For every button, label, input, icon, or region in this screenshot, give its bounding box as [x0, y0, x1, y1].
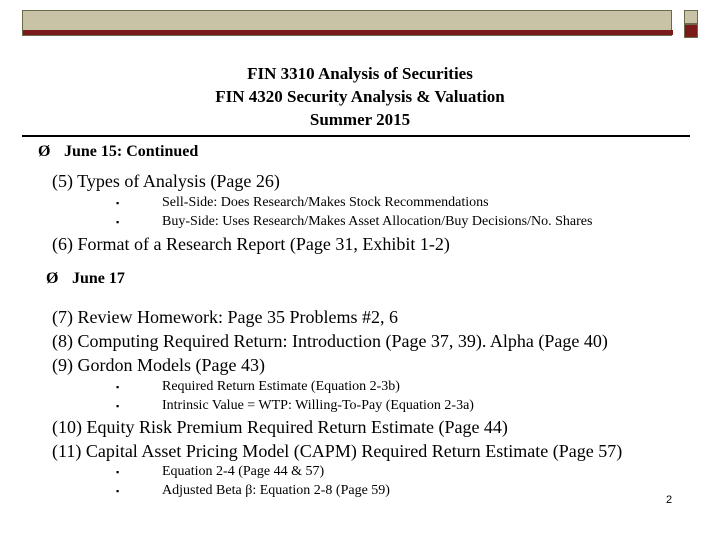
- header-bar: [22, 10, 672, 36]
- item-10: (10) Equity Risk Premium Required Return Estimate (Page 44): [52, 417, 508, 437]
- bullet-icon: ▪: [116, 217, 120, 227]
- page-number: 2: [666, 494, 673, 506]
- bullet-icon: ▪: [116, 486, 120, 496]
- header-square-top: [684, 10, 698, 24]
- bullet-icon: ▪: [116, 382, 120, 392]
- item-5b: Buy-Side: Uses Research/Makes Asset Allocation/Buy Decisions/No. Shares: [162, 214, 593, 229]
- term-title: Summer 2015: [309, 110, 411, 129]
- header-bar-accent: [23, 30, 673, 35]
- item-8: (8) Computing Required Return: Introduction (Page 37, 39). Alpha (Page 40): [52, 331, 608, 351]
- item-7: (7) Review Homework: Page 35 Problems #2, 6: [52, 307, 398, 327]
- bullet-icon: ▪: [116, 401, 120, 411]
- item-9a: Required Return Estimate (Equation 2-3b): [162, 379, 400, 394]
- course-title-2: FIN 4320 Security Analysis & Valuation: [215, 87, 505, 106]
- item-11b: Adjusted Beta β: Equation 2-8 (Page 59): [162, 483, 390, 498]
- title-divider: [22, 135, 690, 137]
- arrow-icon: Ø: [38, 143, 51, 160]
- bullet-icon: ▪: [116, 198, 120, 208]
- arrow-icon: Ø: [46, 270, 59, 287]
- item-5: (5) Types of Analysis (Page 26): [52, 171, 280, 191]
- bullet-icon: ▪: [116, 467, 120, 477]
- section-june-17: Ø June 17: [46, 270, 125, 287]
- header-decoration-bar: [22, 10, 710, 38]
- course-title-1: FIN 3310 Analysis of Securities: [247, 64, 473, 83]
- item-5a: Sell-Side: Does Research/Makes Stock Recommendations: [162, 195, 489, 210]
- header-square-bottom: [684, 24, 698, 38]
- item-9: (9) Gordon Models (Page 43): [52, 355, 265, 375]
- item-11a: Equation 2-4 (Page 44 & 57): [162, 464, 325, 479]
- item-9b: Intrinsic Value = WTP: Willing-To-Pay (Equation 2-3a): [162, 398, 474, 413]
- item-6: (6) Format of a Research Report (Page 31, Exhibit 1-2): [52, 234, 450, 254]
- section-june-15: Ø June 15: Continued: [38, 143, 199, 160]
- item-11: (11) Capital Asset Pricing Model (CAPM) Required Return Estimate (Page 57): [52, 441, 623, 461]
